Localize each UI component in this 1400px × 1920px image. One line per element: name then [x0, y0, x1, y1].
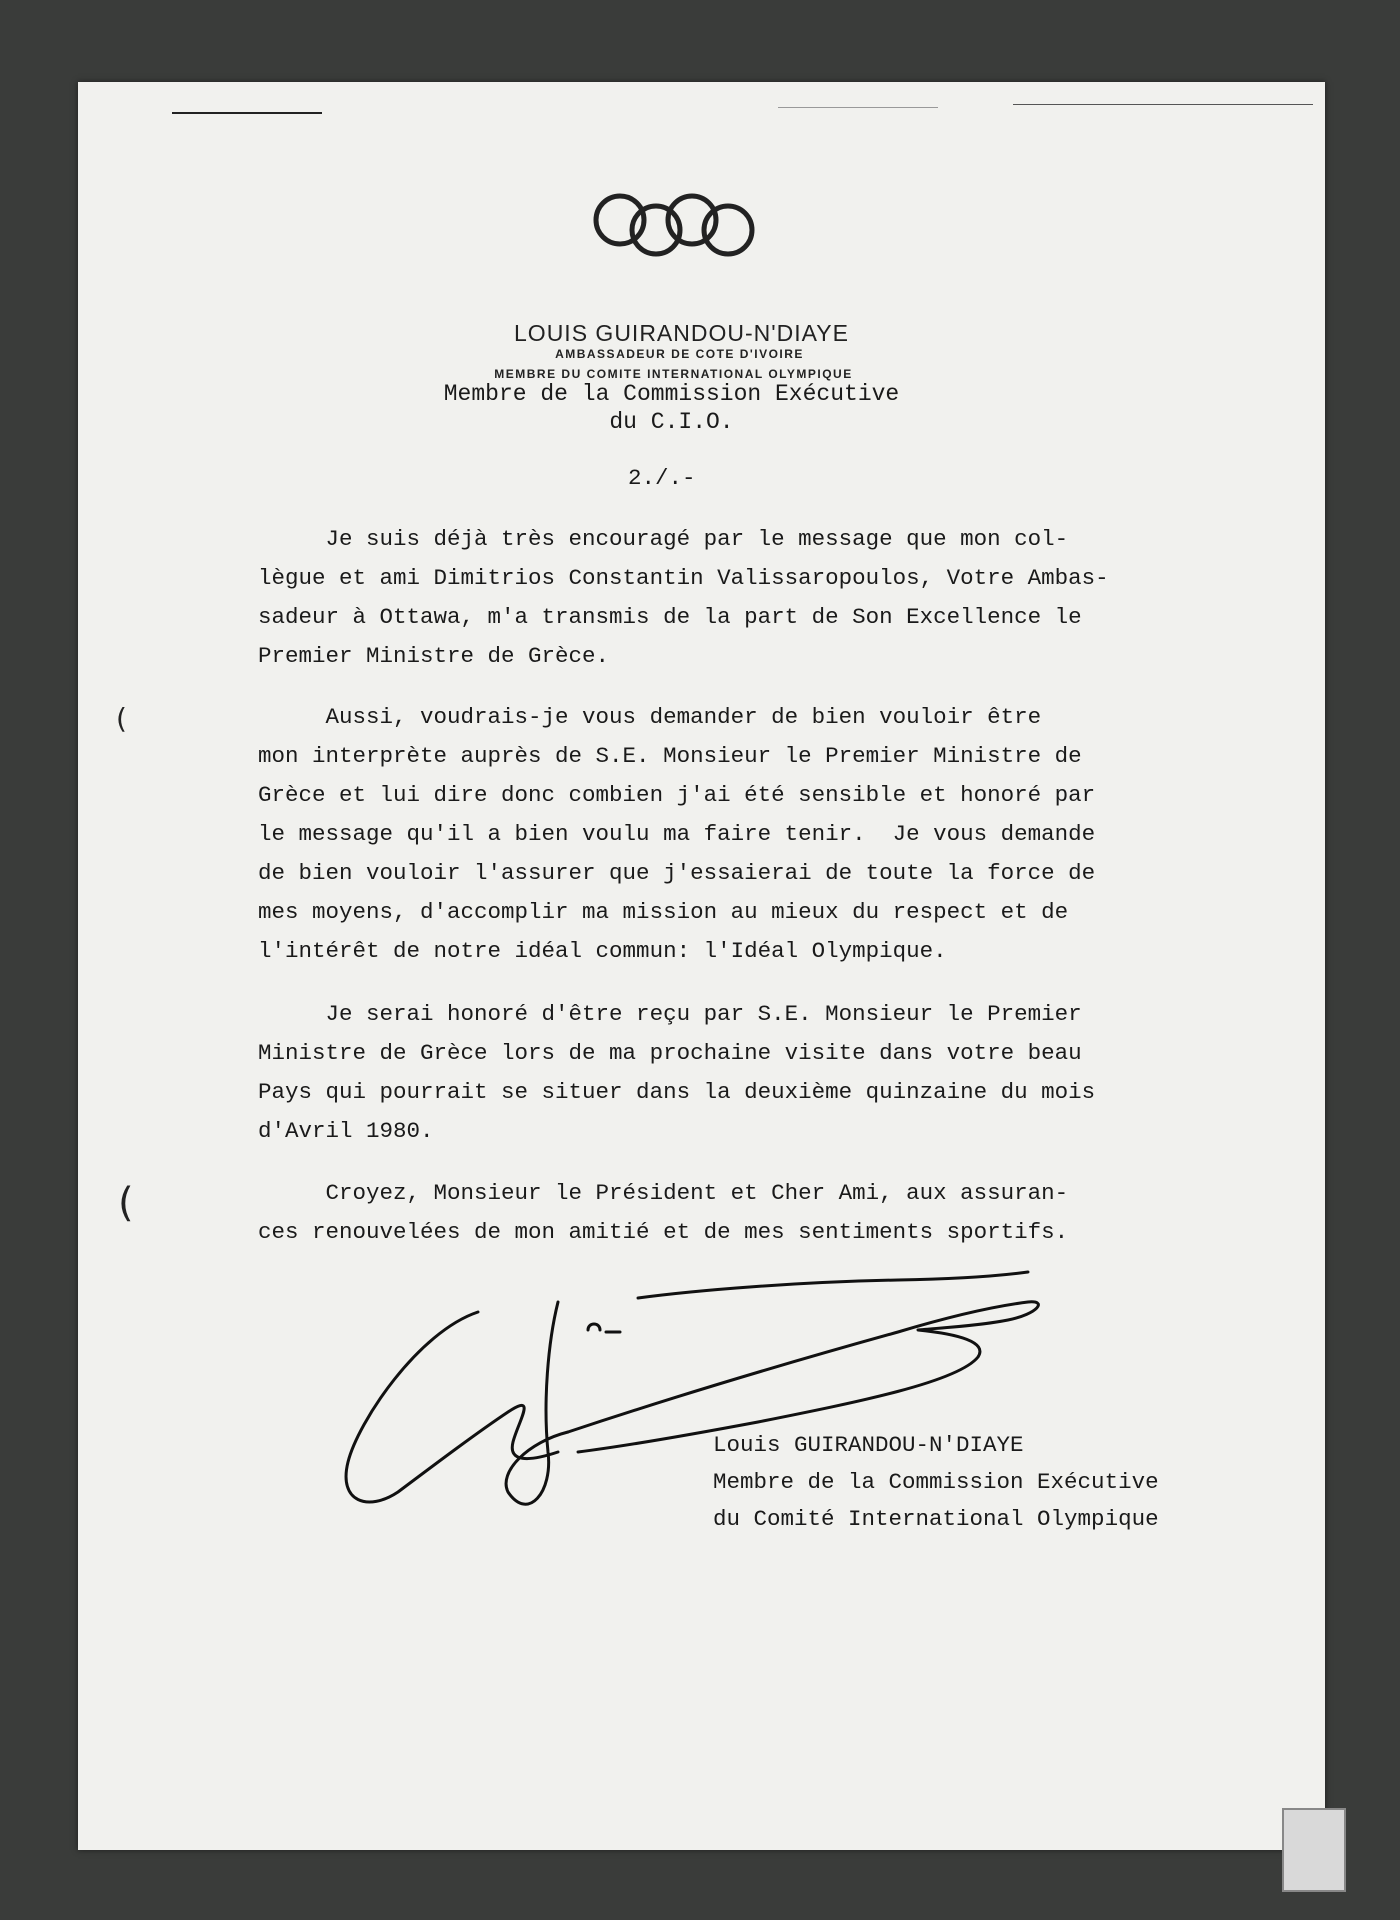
margin-mark-c: ( — [118, 1180, 134, 1226]
letterhead-name: LOUIS GUIRANDOU-N'DIAYE — [514, 320, 849, 346]
letterhead-commission — [78, 380, 1325, 436]
paragraph-1-line: Je suis déjà très encouragé par le message que mon col- — [258, 526, 1069, 552]
letterhead-membership: MEMBRE DU COMITE INTERNATIONAL OLYMPIQUE — [494, 367, 853, 381]
paragraph-2-line: l'intérêt de notre idéal commun: l'Idéal Olympique. — [258, 938, 947, 964]
signatory-title-2: du Comité International Olympique — [713, 1506, 1159, 1532]
paragraph-4-line: Croyez, Monsieur le Président et Cher Ami, aux assuran- — [258, 1180, 1069, 1206]
top-left-rule — [172, 112, 322, 114]
paragraph-1-line: lègue et ami Dimitrios Constantin Valissaropoulos, Votre Ambas- — [258, 565, 1109, 591]
letter-page — [78, 82, 1325, 1850]
margin-mark-small: ( — [116, 702, 127, 735]
paragraph-2-line: mes moyens, d'accomplir ma mission au mieux du respect et de — [258, 899, 1069, 925]
paragraph-4 — [258, 1174, 1268, 1252]
paragraph-1-line: sadeur à Ottawa, m'a transmis de la part de Son Excellence le — [258, 604, 1082, 630]
olympic-rings-icon — [588, 190, 768, 260]
signatory-name: Louis GUIRANDOU-N'DIAYE — [713, 1432, 1024, 1458]
paragraph-4-line: ces renouvelées de mon amitié et de mes sentiments sportifs. — [258, 1219, 1069, 1245]
paragraph-2 — [258, 698, 1268, 971]
signature-block — [713, 1427, 1159, 1538]
paragraph-1 — [258, 520, 1268, 676]
paragraph-3-line: Je serai honoré d'être reçu par S.E. Monsieur le Premier — [258, 1001, 1082, 1027]
top-right-rule — [1013, 104, 1313, 105]
commission-line-2: du C.I.O. — [609, 409, 734, 435]
letterhead-ambassador: AMBASSADEUR DE COTE D'IVOIRE — [555, 347, 804, 361]
paragraph-3 — [258, 995, 1268, 1151]
paragraph-3-line: Ministre de Grèce lors de ma prochaine visite dans votre beau — [258, 1040, 1082, 1066]
signatory-title-1: Membre de la Commission Exécutive — [713, 1469, 1159, 1495]
paragraph-3-line: d'Avril 1980. — [258, 1118, 434, 1144]
archive-logo-icon — [1282, 1808, 1346, 1892]
page-number: 2./.- — [628, 465, 696, 491]
paragraph-2-line: Aussi, voudrais-je vous demander de bien vouloir être — [258, 704, 1042, 730]
paragraph-2-line: de bien vouloir l'assurer que j'essaierai de toute la force de — [258, 860, 1096, 886]
paragraph-2-line: le message qu'il a bien voulu ma faire tenir. Je vous demande — [258, 821, 1096, 847]
paragraph-3-line: Pays qui pourrait se situer dans la deuxième quinzaine du mois — [258, 1079, 1096, 1105]
paragraph-2-line: mon interprète auprès de S.E. Monsieur le Premier Ministre de — [258, 743, 1082, 769]
paragraph-2-line: Grèce et lui dire donc combien j'ai été sensible et honoré par — [258, 782, 1096, 808]
paragraph-1-line: Premier Ministre de Grèce. — [258, 643, 610, 669]
commission-line-1: Membre de la Commission Exécutive — [443, 381, 900, 407]
top-mid-rule — [778, 107, 938, 108]
